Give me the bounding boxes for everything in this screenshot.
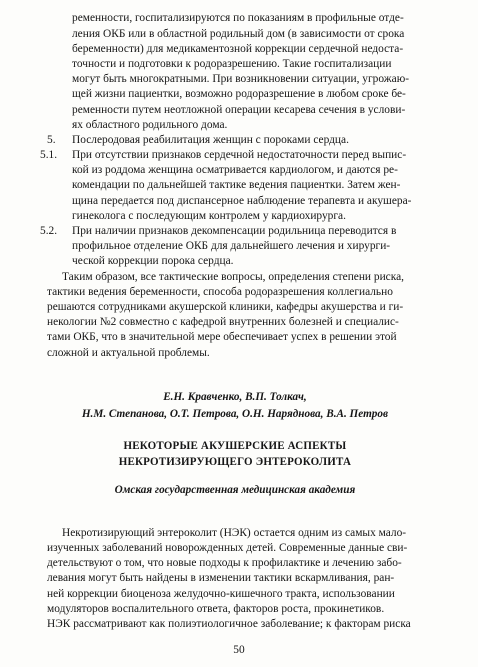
list-number: 5.2.	[40, 225, 58, 237]
text-line: щей жизни пациентки, возможно родоразрешение в любом сроке бе-	[72, 88, 406, 101]
text-line: могут быть многократными. При возникновении ситуации, угрожаю-	[72, 73, 410, 86]
text-line: При наличии признаков декомпенсации родильница переводится в	[72, 225, 397, 237]
article-title-line: НЕКОТОРЫЕ АКУШЕРСКИЕ АСПЕКТЫ	[123, 439, 347, 452]
text-line: тактики ведения беременности, способа родоразрешения коллегиально	[47, 285, 393, 298]
text-line: ческой коррекции порока сердца.	[72, 255, 234, 268]
text-line: точности и подготовки к родоразрешению. Такие госпитализации	[72, 57, 392, 70]
list-item-text: Послеродовая реабилитация женщин с пороками сердца.	[72, 133, 349, 146]
article-title-line: НЕКРОТИЗИРУЮЩЕГО ЭНТЕРОКОЛИТА	[118, 455, 352, 468]
text-line: Таким образом, все тактические вопросы, определения степени риска,	[62, 270, 404, 283]
page-number: 50	[233, 644, 245, 656]
list-number: 5.	[47, 133, 56, 146]
text-line: ях областного родильного дома.	[72, 118, 228, 131]
text-line: модуляторов воспалительного ответа, факторов роста, прокинетиков.	[47, 602, 385, 615]
text-line: беременности) для медикаментозной коррекции сердечной недоста-	[72, 42, 404, 55]
text-line: некологии №2 совместно с кафедрой внутренних болезней и специалис-	[47, 316, 399, 329]
text-line: Некротизирующий энтероколит (НЭК) остается одним из самых мало-	[62, 526, 407, 539]
text-line: профильное отделение ОКБ для дальнейшего лечения и хирурги-	[72, 240, 391, 253]
list-number: 5.1.	[40, 149, 58, 161]
text-line: тами ОКБ, что в значительной мере обеспечивает успех в решении этой	[47, 331, 397, 344]
article-institution: Омская государственная медицинская академия	[114, 484, 356, 497]
text-line: комендации по дальнейшей тактике ведения пациентки. Затем жен-	[72, 179, 401, 192]
text-line: При отсутствии признаков сердечной недостаточности перед выпис-	[72, 149, 407, 161]
article-authors-line: Н.М. Степанова, О.Т. Петрова, О.Н. Наряднова, В.А. Петров	[81, 408, 389, 421]
text-line: ления ОКБ или в областной родильный дом (в зависимости от срока	[72, 27, 405, 40]
text-line: сложной и актуальной проблемы.	[47, 346, 210, 359]
text-line: левания могут быть найдены в изменении тактики вскармливания, ран-	[47, 572, 395, 585]
text-line: кой из роддома женщина осматривается кардиологом, и даются ре-	[72, 164, 398, 177]
text-line: гинеколога с последующим контролем у кардиохирурга.	[72, 209, 346, 222]
text-line: решаются сотрудниками акушерской клиники, кафедры акушерства и ги-	[47, 300, 404, 313]
text-line: изученных заболеваний новорожденных детей. Современные данные сви-	[47, 542, 408, 555]
article-authors-line: Е.Н. Кравченко, В.П. Толкач,	[163, 391, 307, 404]
text-line: щина передается под диспансерное наблюдение терапевта и акушера-	[72, 194, 412, 207]
text-line: ременности путем неотложной операции кесарева сечения в услови-	[72, 103, 406, 116]
text-line: НЭК рассматривают как полиэтиологичное заболевание; к факторам риска	[47, 618, 411, 630]
text-line: детельствуют о том, что новые подходы к профилактике и лечению забо-	[47, 557, 402, 570]
text-line: ней коррекции биоценоза желудочно-кишечного тракта, использовании	[47, 587, 395, 600]
text-line: ременности, госпитализируются по показаниям в профильные отде-	[72, 12, 404, 25]
